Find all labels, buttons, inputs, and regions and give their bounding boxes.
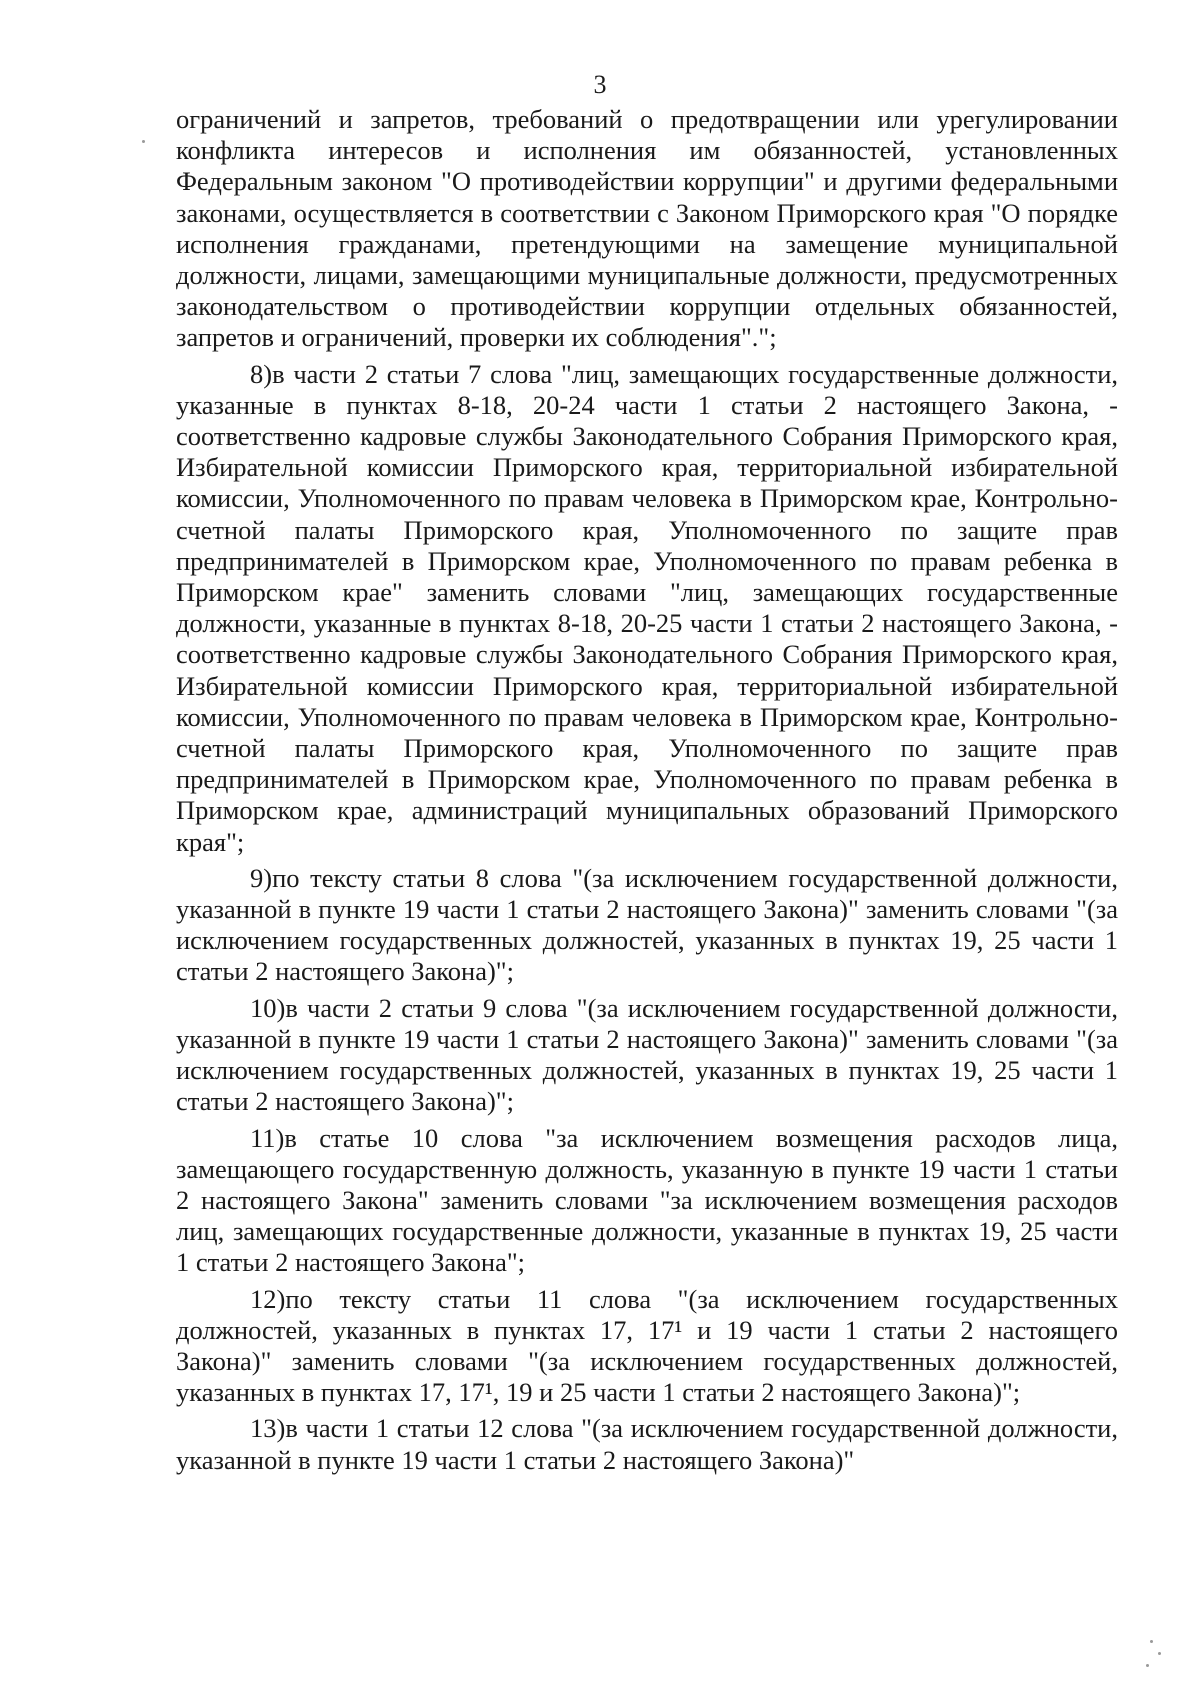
paragraph-item-11: 11)в статье 10 слова "за исключением возмещения расходов лица, замещающего государственную должность, указанную в пункте 19 части 1 статьи 2 настоящего Закона" заменить словами "за исключением возмещения расходов лиц, замещающих государственные должности, указанные в пунктах 19, 25 части 1 статьи 2 настоящего Закона"; xyxy=(176,1122,1118,1278)
paragraph-item-8: 8)в части 2 статьи 7 слова "лиц, замещающих государственные должности, указанные в пунктах 8-18, 20-24 части 1 статьи 2 настоящего Закона, - соответственно кадровые службы Законодательного Собрания Приморского края, Избирательной комиссии Приморского края, территориальной избирательной комиссии, Уполномоченного по правам человека в Приморском крае, Контрольно-счетной палаты Приморского края, Уполномоченного по защите прав предпринимателей в Приморском крае, Уполномоченного по правам ребенка в Приморском крае" заменить словами "лиц, замещающих государственные должности, указанные в пунктах 8-18, 20-25 части 1 статьи 2 настоящего Закона, - соответственно кадровые службы Законодательного Собрания Приморского края, Избирательной комиссии Приморского края, территориальной избирательной комиссии, Уполномоченного по правам человека в Приморском крае, Контрольно-счетной палаты Приморского края, Уполномоченного по защите прав предпринимателей в Приморском крае, Уполномоченного по правам ребенка в Приморском крае, администраций муниципальных образований Приморского края"; xyxy=(176,358,1118,857)
scan-speck xyxy=(1150,1640,1153,1643)
page-number: 3 xyxy=(593,70,607,99)
paragraph-item-13: 13)в части 1 статьи 12 слова "(за исключением государственной должности, указанной в пункте 19 части 1 статьи 2 настоящего Закона)" xyxy=(176,1413,1118,1475)
scan-speck xyxy=(1158,1652,1161,1655)
scan-speck xyxy=(142,140,145,143)
paragraph-item-9: 9)по тексту статьи 8 слова "(за исключением государственной должности, указанной в пункте 19 части 1 статьи 2 настоящего Закона)" заменить словами "(за исключением государственных должностей, указанных в пунктах 19, 25 части 1 статьи 2 настоящего Закона)"; xyxy=(176,862,1118,987)
scan-speck xyxy=(1146,1664,1149,1667)
document-body xyxy=(176,104,1118,1476)
paragraph-item-12: 12)по тексту статьи 11 слова "(за исключением государственных должностей, указанных в пунктах 17, 17¹ и 19 части 1 статьи 2 настоящего Закона)" заменить словами "(за исключением государственных должностей, указанных в пунктах 17, 17¹, 19 и 25 части 1 статьи 2 настоящего Закона)"; xyxy=(176,1283,1118,1408)
paragraph-item-10: 10)в части 2 статьи 9 слова "(за исключением государственной должности, указанной в пункте 19 части 1 статьи 2 настоящего Закона)" заменить словами "(за исключением государственных должностей, указанных в пунктах 19, 25 части 1 статьи 2 настоящего Закона)"; xyxy=(176,992,1118,1117)
paragraph-continuation: ограничений и запретов, требований о предотвращении или урегулировании конфликта интересов и исполнения им обязанностей, установленных Федеральным законом "О противодействии коррупции" и другими федеральными законами, осуществляется в соответствии с Законом Приморского края "О порядке исполнения гражданами, претендующими на замещение муниципальной должности, лицами, замещающими муниципальные должности, предусмотренных законодательством о противодействии коррупции отдельных обязанностей, запретов и ограничений, проверки их соблюдения"."; xyxy=(176,104,1118,353)
